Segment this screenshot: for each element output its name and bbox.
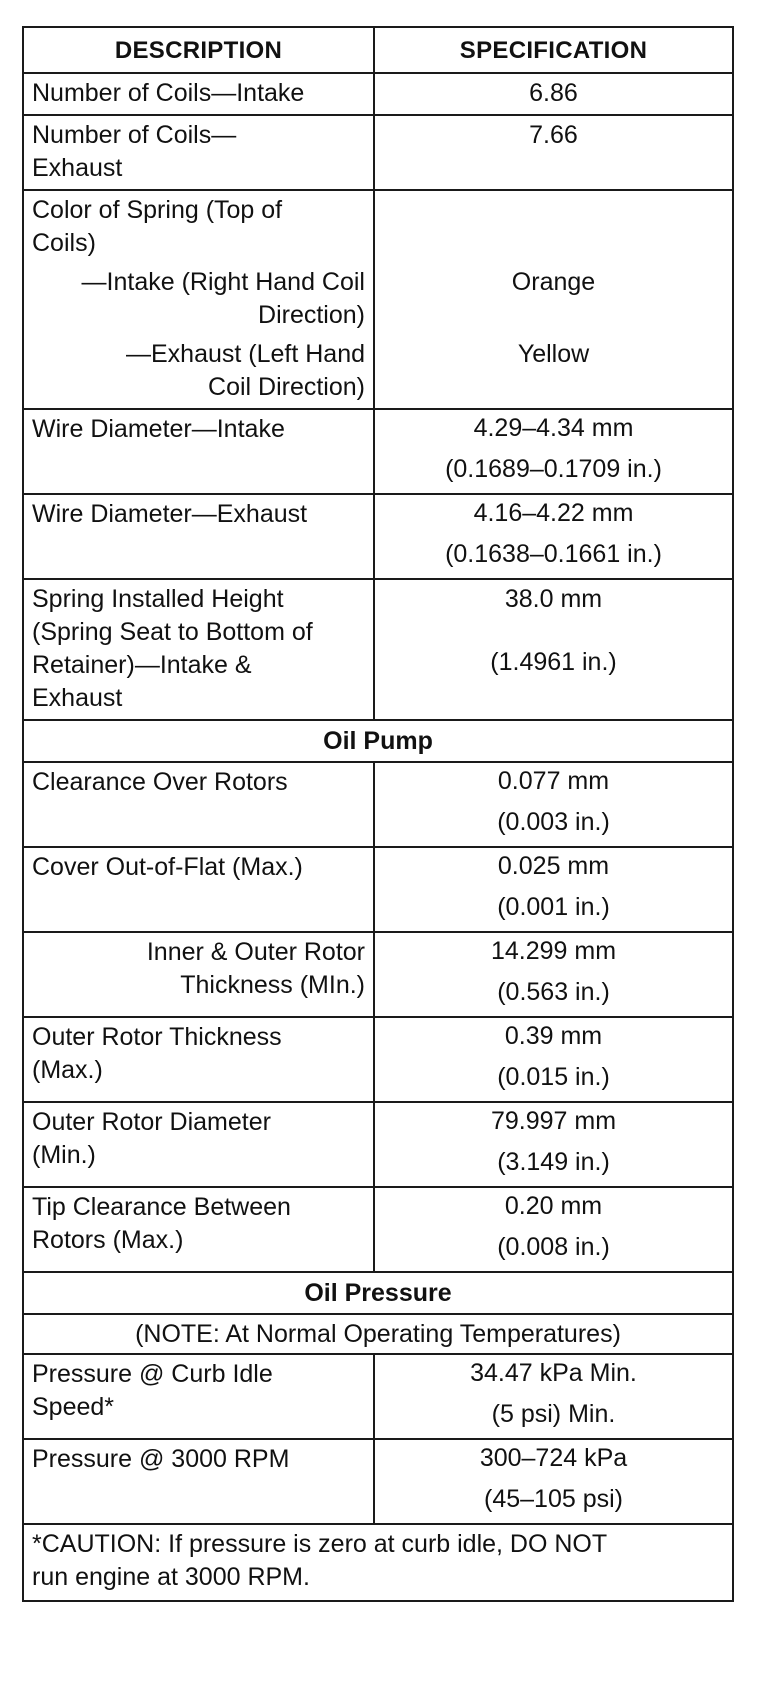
- description-line: Pressure @ Curb Idle: [32, 1360, 273, 1388]
- operating-temperature-note: (NOTE: At Normal Operating Temperatures): [23, 1314, 733, 1354]
- table-row: [23, 762, 733, 847]
- description-line: Outer Rotor Diameter: [32, 1108, 271, 1136]
- row-description: [23, 1354, 374, 1439]
- row-description: Cover Out-of-Flat (Max.): [23, 847, 374, 932]
- description-line: Direction): [258, 301, 365, 329]
- table-row: [23, 847, 733, 932]
- description-line: Spring Installed Height: [32, 585, 284, 613]
- spec-imperial: (0.001 in.): [497, 893, 610, 921]
- description-line: (Spring Seat to Bottom of: [32, 618, 313, 646]
- spec-metric: 300–724 kPa: [479, 1444, 628, 1472]
- section-row-oil-pump: [23, 720, 733, 762]
- spec-imperial: (45–105 psi): [484, 1485, 623, 1513]
- table-row: [23, 1439, 733, 1524]
- row-specification: [374, 579, 733, 720]
- row-specification: [374, 847, 733, 932]
- spec-metric: 79.997 mm: [490, 1107, 617, 1135]
- description-line: Rotors (Max.): [32, 1226, 184, 1254]
- row-specification: [374, 494, 733, 579]
- table-row: [23, 579, 733, 720]
- row-description: [23, 932, 374, 1017]
- row-description: Clearance Over Rotors: [23, 762, 374, 847]
- table-row: [23, 494, 733, 579]
- valve-spring-oil-pump-spec-table: [22, 26, 734, 1602]
- spec-metric: 4.16–4.22 mm: [473, 499, 634, 527]
- table-row: [23, 409, 733, 494]
- spec-imperial: (1.4961 in.): [490, 648, 617, 676]
- spec-imperial: (0.1689–0.1709 in.): [445, 455, 662, 483]
- row-description: [23, 579, 374, 720]
- description-line: Color of Spring (Top of: [32, 196, 283, 224]
- row-specification: [374, 1102, 733, 1187]
- table-row: [23, 73, 733, 115]
- row-specification: [374, 409, 733, 494]
- spec-imperial: (0.1638–0.1661 in.): [445, 540, 662, 568]
- table-row: [23, 190, 733, 409]
- row-description: Wire Diameter—Exhaust: [23, 494, 374, 579]
- section-title-oil-pump: Oil Pump: [23, 720, 733, 762]
- description-line: —Intake (Right Hand Coil: [81, 268, 365, 296]
- row-specification: [374, 1439, 733, 1524]
- row-specification: 6.86: [374, 73, 733, 115]
- caution-row: [23, 1524, 733, 1601]
- row-description: [23, 190, 374, 409]
- row-description: [23, 1187, 374, 1272]
- description-line: Exhaust: [32, 684, 123, 712]
- section-row-oil-pressure: [23, 1272, 733, 1314]
- description-line: Retainer)—Intake &: [32, 651, 252, 679]
- table-row: [23, 1187, 733, 1272]
- spec-metric: 14.299 mm: [490, 937, 617, 965]
- specification-header: SPECIFICATION: [374, 27, 733, 73]
- description-line: Exhaust: [32, 154, 123, 182]
- caution-line: *CAUTION: If pressure is zero at curb idle, DO NOT: [32, 1530, 608, 1558]
- description-line: Tip Clearance Between: [32, 1193, 291, 1221]
- description-line: Thickness (MIn.): [180, 971, 365, 999]
- row-description: [23, 1102, 374, 1187]
- description-line: (Min.): [32, 1141, 96, 1169]
- spec-imperial: (0.563 in.): [497, 978, 610, 1006]
- spec-metric: 0.077 mm: [497, 767, 610, 795]
- description-header: DESCRIPTION: [23, 27, 374, 73]
- note-row: [23, 1314, 733, 1354]
- row-specification: [374, 1017, 733, 1102]
- spec-imperial: (0.003 in.): [497, 808, 610, 836]
- row-specification: [374, 190, 733, 409]
- description-line: —Exhaust (Left Hand: [125, 340, 365, 368]
- row-description: [23, 115, 374, 190]
- row-description: [23, 1017, 374, 1102]
- description-line: Outer Rotor Thickness: [32, 1023, 282, 1051]
- spec-metric: 0.20 mm: [504, 1192, 603, 1220]
- caution-line: run engine at 3000 RPM.: [32, 1563, 310, 1591]
- row-specification: [374, 762, 733, 847]
- spec-sheet: [22, 26, 732, 1602]
- description-line: Coil Direction): [208, 373, 365, 401]
- table-row: [23, 115, 733, 190]
- row-description: Pressure @ 3000 RPM: [23, 1439, 374, 1524]
- description-line: Number of Coils—: [32, 121, 237, 149]
- spec-metric: 0.025 mm: [497, 852, 610, 880]
- description-line: Coils): [32, 229, 96, 257]
- spec-metric: 0.39 mm: [504, 1022, 603, 1050]
- table-row: [23, 932, 733, 1017]
- row-description: Number of Coils—Intake: [23, 73, 374, 115]
- description-line: Speed*: [32, 1393, 115, 1421]
- table-row: [23, 1102, 733, 1187]
- caution-note: [23, 1524, 733, 1601]
- spec-metric: 4.29–4.34 mm: [473, 414, 634, 442]
- table-header-row: [23, 27, 733, 73]
- section-title-oil-pressure: Oil Pressure: [23, 1272, 733, 1314]
- description-line: (Max.): [32, 1056, 103, 1084]
- row-description: Wire Diameter—Intake: [23, 409, 374, 494]
- spec-metric: 34.47 kPa Min.: [470, 1359, 637, 1387]
- table-row: [23, 1017, 733, 1102]
- row-specification: [374, 1354, 733, 1439]
- table-row: [23, 1354, 733, 1439]
- spec-imperial: (0.008 in.): [497, 1233, 610, 1261]
- spec-imperial: (0.015 in.): [497, 1063, 610, 1091]
- spring-color-intake: Orange: [511, 268, 596, 296]
- spec-metric: 38.0 mm: [504, 585, 603, 613]
- spec-imperial: (3.149 in.): [497, 1148, 610, 1176]
- row-specification: [374, 932, 733, 1017]
- spring-color-exhaust: Yellow: [517, 340, 590, 368]
- spec-imperial: (5 psi) Min.: [491, 1400, 616, 1428]
- row-specification: 7.66: [374, 115, 733, 190]
- row-specification: [374, 1187, 733, 1272]
- description-line: Inner & Outer Rotor: [146, 938, 365, 966]
